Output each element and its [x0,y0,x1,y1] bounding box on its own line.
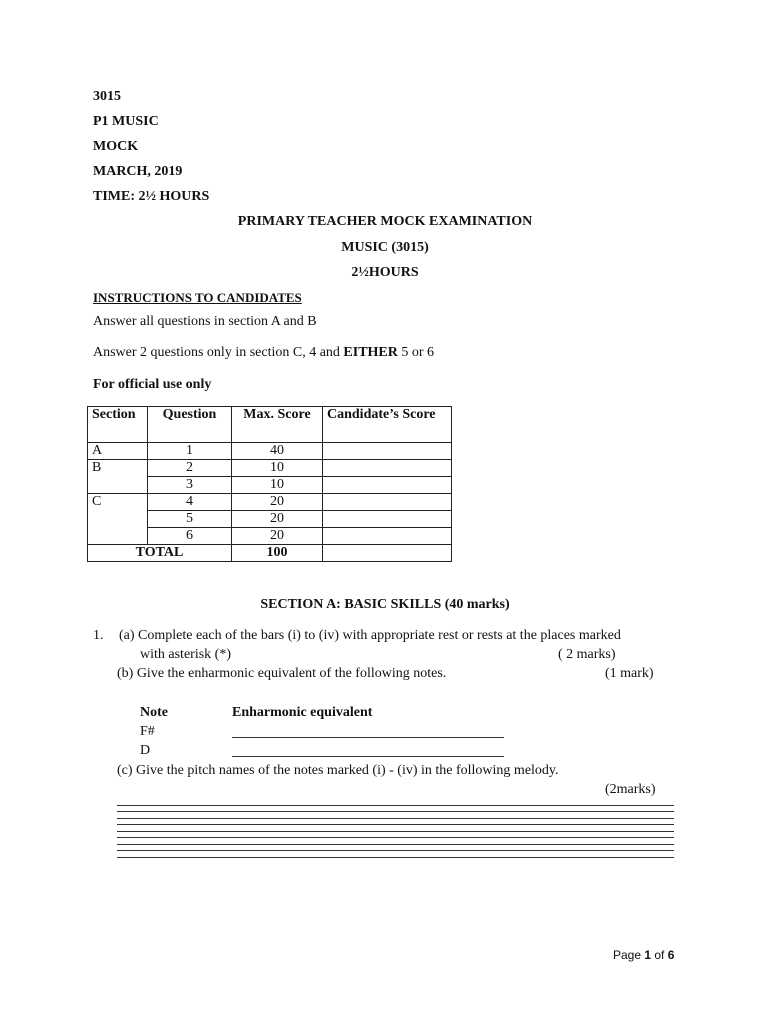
cell-question: 2 [148,460,232,477]
cell-section [88,528,148,545]
cell-question: 4 [148,494,232,511]
table-row [88,511,452,528]
header-question: Question [148,407,232,443]
question-1b-marks: (1 mark) [605,666,654,681]
page-number: Page 1 of 6 [613,948,675,962]
exam-date: MARCH, 2019 [93,164,183,179]
score-table [87,406,452,562]
answer-line[interactable] [117,831,674,838]
cell-section: C [88,494,148,511]
exam-title: PRIMARY TEACHER MOCK EXAMINATION [237,214,533,229]
equivalent-column-header: Enharmonic equivalent [232,705,373,720]
cell-question: 1 [148,443,232,460]
header-max-score: Max. Score [232,407,323,443]
section-a-heading: SECTION A: BASIC SKILLS (40 marks) [260,597,510,612]
exam-type: MOCK [93,139,139,154]
exam-duration: 2½HOURS [351,265,419,280]
question-1a-marks: ( 2 marks) [558,647,616,662]
cell-max: 20 [232,494,323,511]
answer-line[interactable] [117,844,674,851]
cell-max: 10 [232,477,323,494]
table-row [88,494,452,511]
paper-name: P1 MUSIC [93,114,159,129]
table-row [88,460,452,477]
question-1c-text: (c) Give the pitch names of the notes marked (i) - (iv) in the following melody. [117,763,559,778]
instruction-line-2: Answer 2 questions only in section C, 4 and EITHER 5 or 6 [93,345,435,360]
cell-max: 10 [232,460,323,477]
cell-candidate[interactable] [323,528,452,545]
cell-max: 40 [232,443,323,460]
total-label: TOTAL [88,545,232,562]
answer-blank-f-sharp[interactable] [232,736,504,738]
table-row [88,443,452,460]
cell-question: 6 [148,528,232,545]
cell-question: 3 [148,477,232,494]
cell-section: A [88,443,148,460]
answer-line[interactable] [117,805,674,812]
table-row [88,477,452,494]
exam-subject: MUSIC (3015) [341,240,429,255]
note-f-sharp: F# [140,724,155,739]
cell-max: 20 [232,511,323,528]
table-row-total [88,545,452,562]
table-row [88,528,452,545]
answer-line[interactable] [117,857,674,858]
cell-candidate[interactable] [323,460,452,477]
exam-time: TIME: 2½ HOURS [93,189,210,204]
question-1b-text: (b) Give the enharmonic equivalent of the following notes. [117,666,447,681]
exam-code: 3015 [93,89,121,104]
cell-max: 20 [232,528,323,545]
cell-candidate[interactable] [323,477,452,494]
cell-candidate[interactable] [323,443,452,460]
header-section: Section [88,407,148,443]
total-value: 100 [232,545,323,562]
answer-blank-d[interactable] [232,755,504,757]
question-1a-text: (a) Complete each of the bars (i) to (iv) with appropriate rest or rests at the places marked [119,628,621,643]
answer-line[interactable] [117,818,674,825]
cell-candidate[interactable] [323,494,452,511]
instructions-heading: INSTRUCTIONS TO CANDIDATES [93,290,302,305]
question-1c-marks: (2marks) [605,782,656,797]
cell-candidate[interactable] [323,511,452,528]
cell-question: 5 [148,511,232,528]
official-use-label: For official use only [93,377,212,392]
instruction-line-1: Answer all questions in section A and B [93,314,317,329]
total-candidate[interactable] [323,545,452,562]
note-column-header: Note [140,705,168,720]
cell-section [88,477,148,494]
question-1a-text-cont: with asterisk (*) [140,647,231,662]
cell-section: B [88,460,148,477]
cell-section [88,511,148,528]
header-candidate-score: Candidate’s Score [323,407,452,443]
note-d: D [140,743,151,758]
score-table-header [88,407,452,443]
question-number: 1. [93,628,104,643]
